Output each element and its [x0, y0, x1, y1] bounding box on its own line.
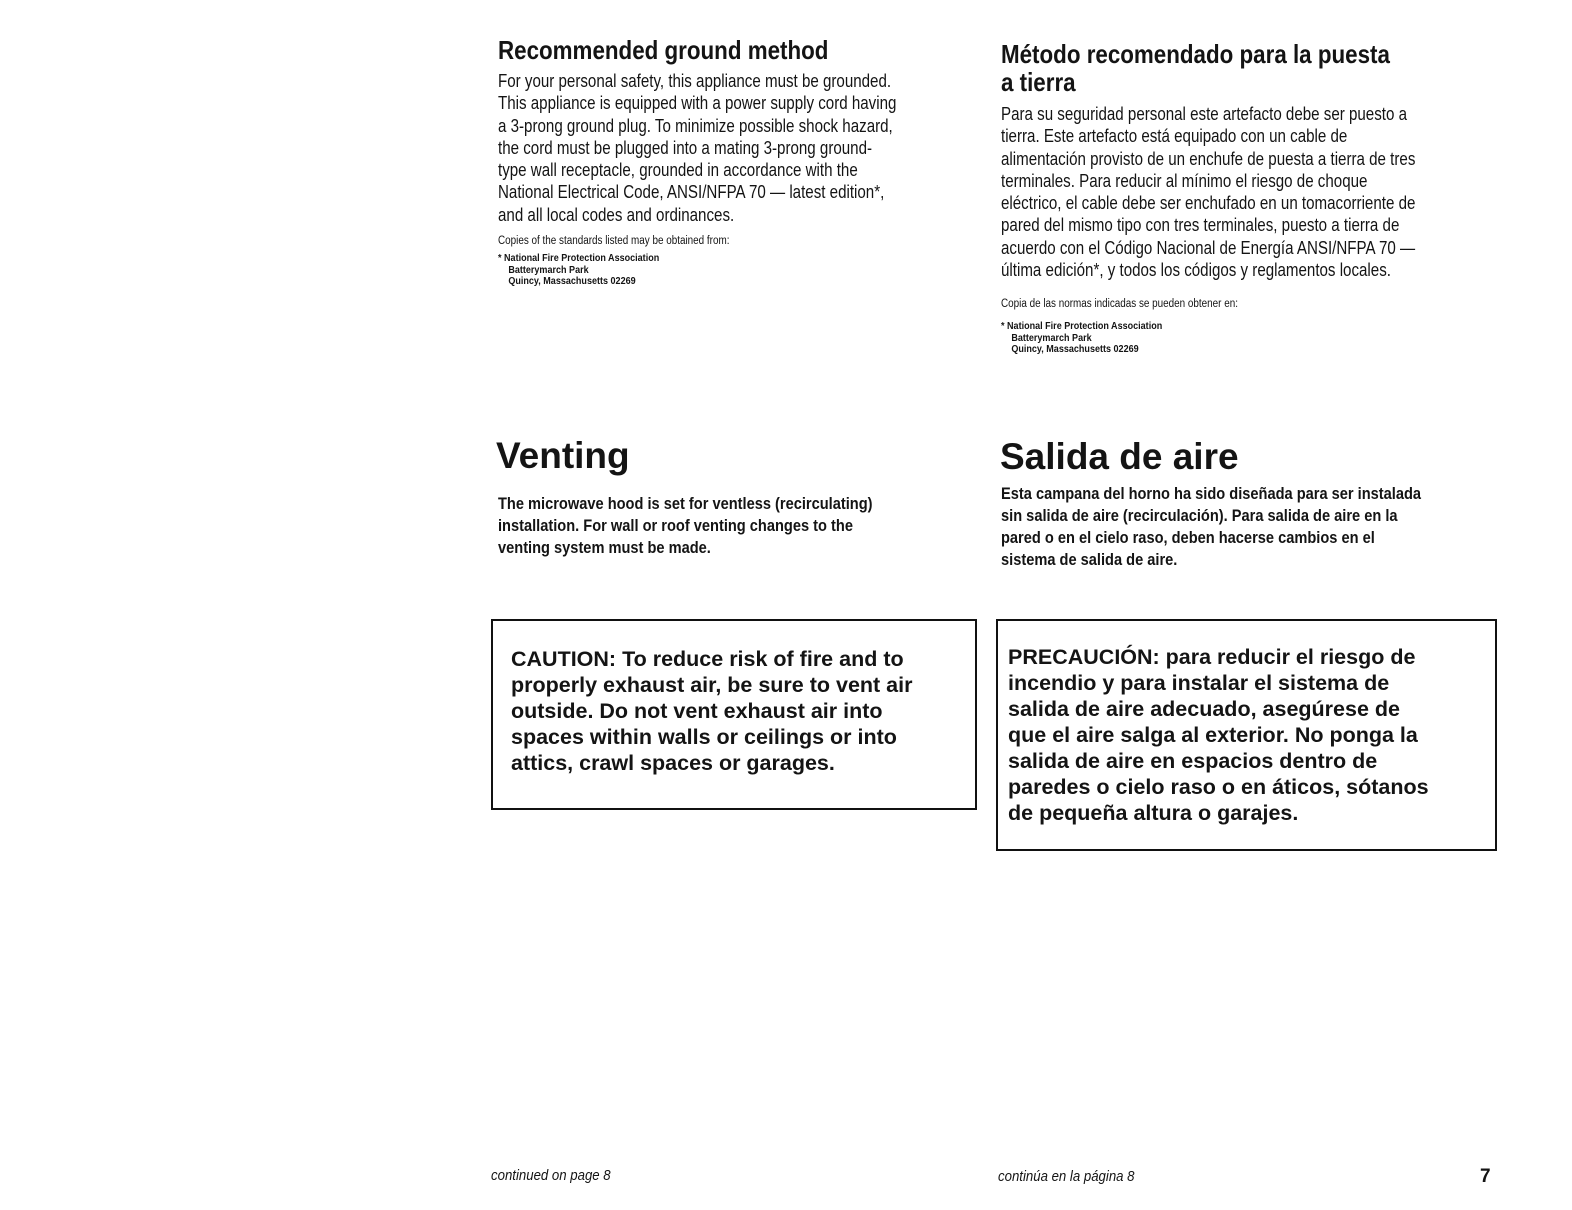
metodo-heading [1001, 40, 1453, 96]
caution-line: properly exhaust air, be sure to vent air [511, 673, 913, 697]
body-line: pared del mismo tipo con tres terminales, puesto a tierra de [1001, 215, 1400, 236]
address-line: Quincy, Massachusetts 02269 [1011, 343, 1139, 355]
normas-note: Copia de las normas indicadas se pueden obtener en: [1001, 298, 1238, 310]
body-line: sin salida de aire (recirculación). Para salida de aire en la [1001, 506, 1398, 525]
body-line: Para su seguridad personal este artefacto debe ser puesto a [1001, 104, 1407, 124]
normas-address [1001, 321, 1162, 356]
caution-line: spaces within walls or ceilings or into [511, 725, 897, 749]
salida-body [1001, 483, 1421, 571]
venting-body [498, 493, 873, 559]
body-line: This appliance is equipped with a power supply cord having [498, 93, 897, 114]
body-line: and all local codes and ordinances. [498, 204, 735, 225]
body-line: For your personal safety, this appliance must be grounded. [498, 71, 892, 91]
body-line: installation. For wall or roof venting changes to the [498, 516, 853, 535]
standards-address [498, 253, 659, 288]
body-line: pared o en el cielo raso, deben hacerse cambios en el [1001, 528, 1375, 547]
caution-line: outside. Do not vent exhaust air into [511, 699, 883, 723]
body-line: Esta campana del horno ha sido diseñada para ser instalada [1001, 484, 1422, 503]
body-line: the cord must be plugged into a mating 3-prong ground- [498, 137, 873, 158]
ground-method-body [498, 70, 896, 226]
body-line: a 3-prong ground plug. To minimize possible shock hazard, [498, 115, 893, 136]
caution-line: de pequeña altura o garajes. [1008, 801, 1299, 825]
caution-line: salida de aire en espacios dentro de [1008, 749, 1378, 773]
address-line: * National Fire Protection Association [1001, 320, 1163, 332]
heading-line: a tierra [1001, 67, 1076, 97]
body-line: eléctrico, el cable debe ser enchufado en un tomacorriente de [1001, 193, 1416, 214]
body-line: alimentación provisto de un enchufe de puesta a tierra de tres [1001, 148, 1416, 169]
address-line: Batterymarch Park [1011, 331, 1092, 344]
standards-note: Copies of the standards listed may be obtained from: [498, 235, 730, 247]
address-line: Quincy, Massachusetts 02269 [508, 275, 636, 287]
body-line: National Electrical Code, ANSI/NFPA 70 — latest edition*, [498, 182, 885, 203]
venting-heading: Venting [496, 435, 630, 476]
caution-line: paredes o cielo raso o en áticos, sótanos [1008, 775, 1429, 799]
ground-method-heading: Recommended ground method [498, 35, 829, 65]
caution-line: CAUTION: To reduce risk of fire and to [511, 647, 904, 671]
salida-heading: Salida de aire [1000, 436, 1239, 477]
caution-line: que el aire salga al exterior. No ponga la [1008, 723, 1418, 747]
caution-line: incendio y para instalar el sistema de [1008, 671, 1390, 695]
footer-continua: continúa en la página 8 [998, 1168, 1135, 1185]
body-line: sistema de salida de aire. [1001, 550, 1178, 569]
address-line: * National Fire Protection Association [498, 252, 660, 264]
footer-continued: continued on page 8 [491, 1167, 611, 1184]
heading-line: Método recomendado para la puesta [1001, 39, 1390, 69]
caution-text [511, 646, 912, 776]
caution-line: attics, crawl spaces or garages. [511, 751, 835, 775]
address-line: Batterymarch Park [508, 263, 589, 276]
metodo-body [1001, 103, 1415, 281]
precaucion-text [1008, 644, 1429, 826]
body-line: tierra. Este artefacto está equipado con un cable de [1001, 126, 1348, 147]
caution-line: PRECAUCIÓN: para reducir el riesgo de [1008, 645, 1416, 669]
page-number: 7 [1480, 1166, 1491, 1187]
body-line: The microwave hood is set for ventless (recirculating) [498, 494, 873, 513]
body-line: última edición*, y todos los códigos y reglamentos locales. [1001, 260, 1391, 281]
body-line: venting system must be made. [498, 538, 711, 557]
body-line: type wall receptacle, grounded in accordance with the [498, 160, 858, 181]
body-line: acuerdo con el Código Nacional de Energía ANSI/NFPA 70 — [1001, 237, 1416, 258]
caution-line: salida de aire adecuado, asegúrese de [1008, 697, 1400, 721]
body-line: terminales. Para reducir al mínimo el riesgo de choque [1001, 170, 1368, 191]
